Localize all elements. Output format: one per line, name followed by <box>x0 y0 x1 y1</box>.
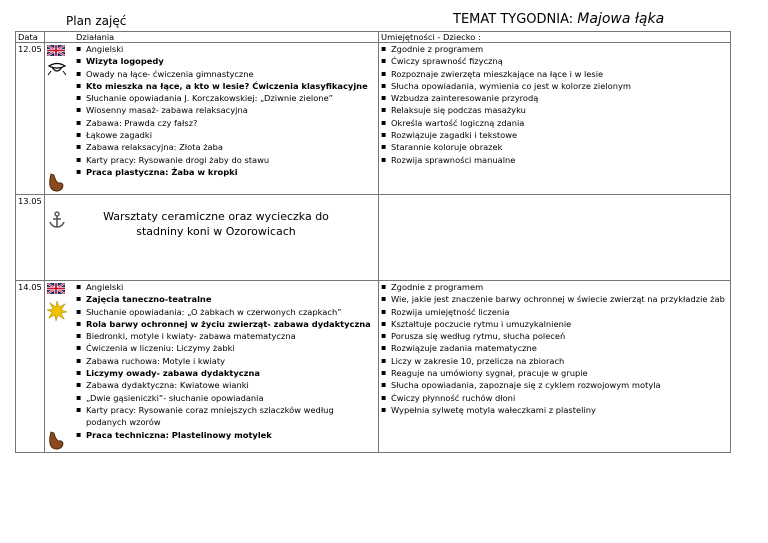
list-item: ▪ Wypełnia sylwetę motyla wałeczkami z plasteliny <box>391 404 728 416</box>
activity-list <box>76 281 376 441</box>
list-item: ▪ Słucha opowiadania, wymienia co jest w kolorze zielonym <box>391 80 728 92</box>
speech-mouth-icon <box>47 61 67 77</box>
activity-list <box>76 43 376 178</box>
list-item: ▪ Rola barwy ochronnej w życiu zwierząt- zabawa dydaktyczna <box>86 318 376 330</box>
skill-list <box>381 43 728 166</box>
list-item: ▪ Łąkowe zagadki <box>86 129 376 141</box>
list-item: ▪ Zgodnie z programem <box>391 281 728 293</box>
list-item: ▪ Wzbudza zainteresowanie przyrodą <box>391 92 728 104</box>
list-item: ▪ Słuchanie opowiadania: „O żabkach w czerwonych czapkach” <box>86 306 376 318</box>
list-item: ▪ „Dwie gąsieniczki”- słuchanie opowiadania <box>86 392 376 404</box>
workshop-text: Warsztaty ceramiczne oraz wycieczka do stadniny koni w Ozorowicach <box>103 210 329 238</box>
table-row <box>16 43 731 195</box>
list-item: ▪ Kształtuje poczucie rytmu i umuzykalnienie <box>391 318 728 330</box>
list-item: ▪ Angielski <box>86 281 376 293</box>
list-item: ▪ Słuchanie opowiadania J. Korczakowskiej: „Dziwnie zielone” <box>86 92 376 104</box>
hand-icon <box>47 173 65 193</box>
list-item: ▪ Angielski <box>86 43 376 55</box>
list-item: ▪ Zgodnie z programem <box>391 43 728 55</box>
table-row <box>16 281 731 453</box>
list-item: ▪ Praca techniczna: Plastelinowy motylek <box>86 429 376 441</box>
list-item: ▪ Ćwiczy płynność ruchów dłoni <box>391 392 728 404</box>
list-item: ▪ Starannie koloruje obrazek <box>391 141 728 153</box>
header-date: Data <box>16 32 45 43</box>
hand-icon <box>47 431 65 451</box>
list-item: ▪ Rozwiązuje zagadki i tekstowe <box>391 129 728 141</box>
list-item: ▪ Zabawa relaksacyjna: Złota żaba <box>86 141 376 153</box>
plan-table <box>15 31 731 453</box>
skill-list <box>381 281 728 416</box>
list-item: ▪ Biedronki, motyle i kwiaty- zabawa matematyczna <box>86 330 376 342</box>
list-item: ▪ Określa wartość logiczną zdania <box>391 117 728 129</box>
list-item: ▪ Wizyta logopedy <box>86 55 376 67</box>
week-theme <box>453 11 664 27</box>
list-item: ▪ Rozwija umiejętność liczenia <box>391 306 728 318</box>
list-item: ▪ Zabawa dydaktyczna: Kwiatowe wianki <box>86 379 376 391</box>
row-date: 12.05 <box>16 43 45 195</box>
list-item: ▪ Karty pracy: Rysowanie coraz mniejszych szlaczków według podanych wzorów <box>86 404 376 429</box>
list-item: ▪ Porusza się według rytmu, słucha poleceń <box>391 330 728 342</box>
theme-label: TEMAT TYGODNIA: <box>453 12 574 27</box>
list-item: ▪ Ćwiczy sprawność fizyczną <box>391 55 728 67</box>
list-item: ▪ Praca plastyczna: Żaba w kropki <box>86 166 376 178</box>
list-item: ▪ Karty pracy: Rysowanie drogi żaby do stawu <box>86 154 376 166</box>
uk-flag-icon <box>47 45 65 56</box>
list-item: ▪ Relaksuje się podczas masażyku <box>391 104 728 116</box>
theme-name: Majowa łąka <box>577 11 665 27</box>
list-item: ▪ Wie, jakie jest znaczenie barwy ochronnej w świecie zwierząt na przykładzie żab <box>391 293 728 305</box>
list-item: ▪ Zabawa: Prawda czy fałsz? <box>86 117 376 129</box>
row-date: 13.05 <box>16 195 45 281</box>
header-row <box>16 32 731 43</box>
list-item: ▪ Rozpoznaje zwierzęta mieszkające na łące i w lesie <box>391 68 728 80</box>
row-date: 14.05 <box>16 281 45 453</box>
header-activities: Działania <box>74 32 379 43</box>
list-item: ▪ Rozwija sprawności manualne <box>391 154 728 166</box>
uk-flag-icon <box>47 283 65 294</box>
anchor-icon <box>48 211 66 229</box>
plan-title: Plan zajęć <box>66 14 127 28</box>
table-row <box>16 195 731 281</box>
header-skills: Umiejętności - Dziecko : <box>379 32 731 43</box>
list-item: ▪ Reaguje na umówiony sygnał, pracuje w grupie <box>391 367 728 379</box>
list-item: ▪ Wiosenny masaż- zabawa relaksacyjna <box>86 104 376 116</box>
list-item: ▪ Słucha opowiadania, zapoznaje się z cyklem rozwojowym motyla <box>391 379 728 391</box>
list-item: ▪ Ćwiczenia w liczeniu: Liczymy żabki <box>86 342 376 354</box>
list-item: ▪ Zabawa ruchowa: Motyle i kwiaty <box>86 355 376 367</box>
list-item: ▪ Rozwiązuje zadania matematyczne <box>391 342 728 354</box>
list-item: ▪ Kto mieszka na łące, a kto w lesie? Ćwiczenia klasyfikacyjne <box>86 80 376 92</box>
list-item: ▪ Liczy w zakresie 10, przelicza na zbiorach <box>391 355 728 367</box>
sun-icon <box>47 301 67 321</box>
list-item: ▪ Owady na łące- ćwiczenia gimnastyczne <box>86 68 376 80</box>
list-item: ▪ Liczymy owady- zabawa dydaktyczna <box>86 367 376 379</box>
list-item: ▪ Zajęcia taneczno-teatralne <box>86 293 376 305</box>
